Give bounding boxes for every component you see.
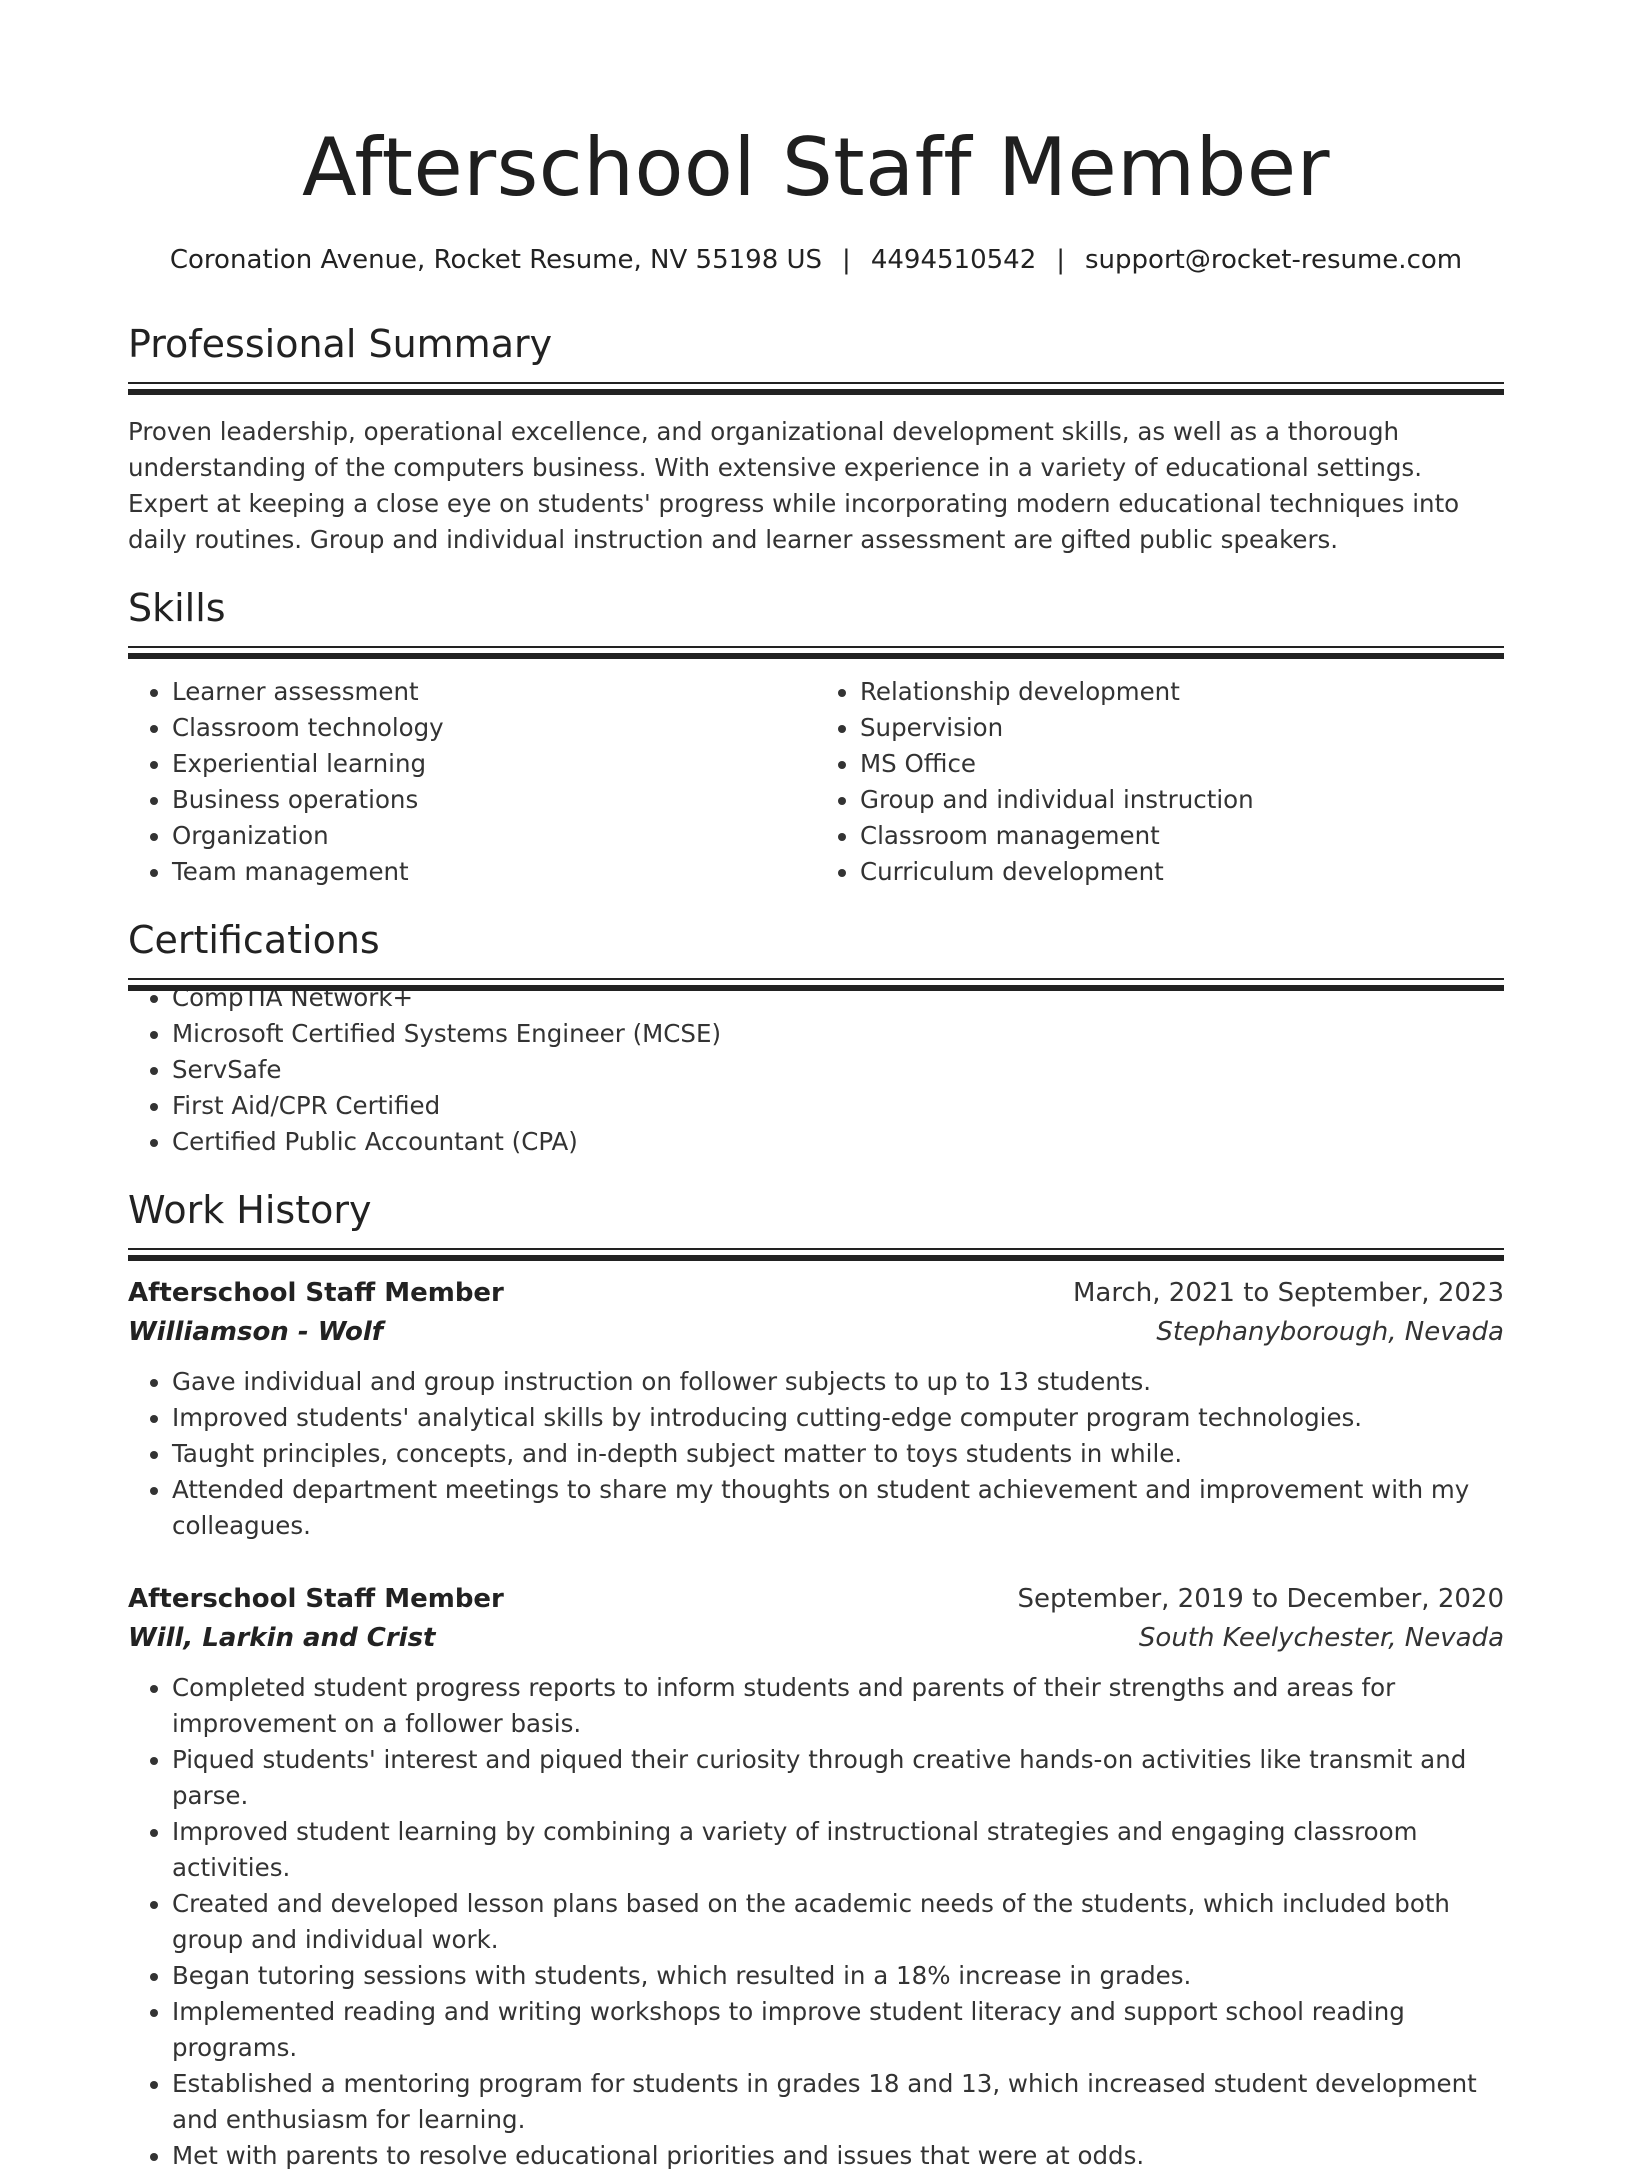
job-entry xyxy=(128,1274,1504,1544)
job-location: Stephanyborough, Nevada xyxy=(1156,1317,1504,1347)
skills-heading: Skills xyxy=(128,586,226,630)
job-subheader xyxy=(128,1618,1504,1658)
certifications-heading: Certifications xyxy=(128,918,380,962)
contact-separator: | xyxy=(1056,245,1065,275)
certification-item: • Microsoft Certified Systems Engineer (MCSE) xyxy=(172,1016,1504,1052)
job-duty: • Taught principles, concepts, and in-depth subject matter to toys students in while. xyxy=(172,1436,1504,1472)
job-title: Afterschool Staff Member xyxy=(128,1278,504,1308)
certifications-section xyxy=(128,916,1504,1160)
job-duty: • Gave individual and group instruction on follower subjects to up to 13 students. xyxy=(172,1364,1504,1400)
skill-item: • Organization xyxy=(172,818,816,854)
skill-item: • Curriculum development xyxy=(860,854,1504,890)
job-duty: • Attended department meetings to share my thoughts on student achievement and improvement with my colleagues. xyxy=(172,1472,1504,1544)
skills-right-list xyxy=(816,674,1504,890)
contact-email: support@rocket-resume.com xyxy=(1085,245,1463,275)
job-company: Will, Larkin and Crist xyxy=(128,1623,436,1653)
certification-item: • Certified Public Accountant (CPA) xyxy=(172,1124,1504,1160)
work-history-heading: Work History xyxy=(128,1188,372,1232)
job-dates: March, 2021 to September, 2023 xyxy=(1073,1278,1504,1308)
summary-heading: Professional Summary xyxy=(128,322,553,366)
certification-item: • ServSafe xyxy=(172,1052,1504,1088)
skills-left-list xyxy=(128,674,816,890)
skill-item: • MS Office xyxy=(860,746,1504,782)
job-duty: • Completed student progress reports to inform students and parents of their strengths and areas for improvement on a follower basis. xyxy=(172,1670,1504,1742)
work-history-section xyxy=(128,1186,1504,2174)
job-duties-list xyxy=(128,1364,1504,1544)
skill-item: • Learner assessment xyxy=(172,674,816,710)
summary-section xyxy=(128,320,1504,558)
job-location: South Keelychester, Nevada xyxy=(1138,1623,1504,1653)
section-divider xyxy=(128,646,1504,648)
section-divider xyxy=(128,1248,1504,1250)
job-duty: • Created and developed lesson plans based on the academic needs of the students, which included both group and individual work. xyxy=(172,1886,1504,1958)
job-company: Williamson - Wolf xyxy=(128,1317,384,1347)
skill-item: • Business operations xyxy=(172,782,816,818)
contact-phone: 4494510542 xyxy=(870,245,1037,275)
job-header xyxy=(128,1274,1504,1312)
certification-item: • CompTIA Network+ xyxy=(172,980,1504,1016)
job-duty: • Improved student learning by combining a variety of instructional strategies and engaging classroom activities. xyxy=(172,1814,1504,1886)
resume-name: Afterschool Staff Member xyxy=(301,121,1330,214)
job-title: Afterschool Staff Member xyxy=(128,1584,504,1614)
skill-item: • Experiential learning xyxy=(172,746,816,782)
job-duties-list xyxy=(128,1670,1504,2174)
job-header xyxy=(128,1580,1504,1618)
job-duty: • Began tutoring sessions with students, which resulted in a 18% increase in grades. xyxy=(172,1958,1504,1994)
skill-item: • Supervision xyxy=(860,710,1504,746)
job-duty: • Implemented reading and writing workshops to improve student literacy and support school reading programs. xyxy=(172,1994,1504,2066)
skill-item: • Classroom management xyxy=(860,818,1504,854)
skills-columns xyxy=(128,674,1504,890)
contact-line xyxy=(128,242,1504,278)
skill-item: • Relationship development xyxy=(860,674,1504,710)
skill-item: • Team management xyxy=(172,854,816,890)
job-dates: September, 2019 to December, 2020 xyxy=(1017,1584,1504,1614)
skill-item: • Group and individual instruction xyxy=(860,782,1504,818)
certifications-list xyxy=(128,980,1504,1160)
contact-address: Coronation Avenue, Rocket Resume, NV 55198 US xyxy=(169,245,823,275)
section-divider xyxy=(128,382,1504,384)
job-entry xyxy=(128,1580,1504,2174)
skills-section xyxy=(128,584,1504,890)
certification-item: • First Aid/CPR Certified xyxy=(172,1088,1504,1124)
skill-item: • Classroom technology xyxy=(172,710,816,746)
job-duty: • Established a mentoring program for students in grades 18 and 13, which increased student development and enthusiasm for learning. xyxy=(172,2066,1504,2138)
contact-separator: | xyxy=(842,245,851,275)
section-divider xyxy=(128,978,1504,980)
job-duty: • Piqued students' interest and piqued their curiosity through creative hands-on activities like transmit and parse. xyxy=(172,1742,1504,1814)
summary-text: Proven leadership, operational excellence, and organizational development skills, as well as a thorough understanding of the computers business. With extensive experience in a variety of educational settings. Expert at keeping a close eye on students' progress while incorporating modern educational techniques into daily routines. Group and individual instruction and learner assessment are gifted public speakers. xyxy=(128,417,1460,554)
job-subheader xyxy=(128,1312,1504,1352)
job-duty: • Improved students' analytical skills by introducing cutting-edge computer program technologies. xyxy=(172,1400,1504,1436)
job-duty: • Met with parents to resolve educational priorities and issues that were at odds. xyxy=(172,2138,1504,2174)
